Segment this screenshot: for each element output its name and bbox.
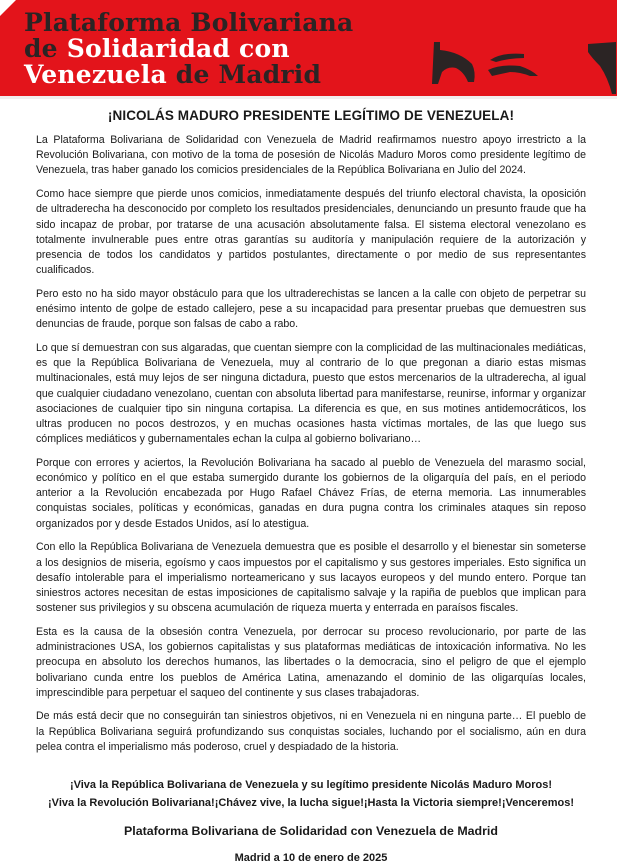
date-line: Madrid a 10 de enero de 2025 bbox=[234, 852, 388, 864]
statement-document bbox=[36, 104, 586, 864]
paragraph: De más está decir que no conseguirán tan siniestros objetivos, ni en Venezuela ni en ninguna parte… El pueblo de la República Bolivariana seguirá profundizando sus conquistas sociales, luchando por el socialismo, aún en dura pelea contra el imperialismo más poderoso, cruel y despiadado de la historia. bbox=[36, 710, 586, 753]
paragraph: Porque con errores y aciertos, la Revolución Bolivariana ha sacado al pueblo de Venezuela del marasmo social, económico y político en el que estaba sumergido durante los gobiernos de la oligarquía del país, en el periodo anterior a la Revolución encabezada por Hugo Rafael Chávez Frías, de eterna memoria. Las innumerables conquistas sociales, políticas y económicas, ganadas en dura pugna contra los criminales ataques sin reposo organizados por y desde Estados Unidos, así lo atestigua. bbox=[36, 456, 586, 530]
slogan-line: ¡Viva la Revolución Bolivariana!¡Chávez vive, la lucha sigue!¡Hasta la Victoria siempre!¡Venceremos! bbox=[48, 796, 574, 809]
slogan-line: ¡Viva la República Bolivariana de Venezuela y su legítimo presidente Nicolás Maduro Moros! bbox=[69, 779, 553, 792]
banner-line-2 bbox=[24, 36, 353, 62]
right-eye-shape bbox=[488, 54, 538, 76]
paragraph: Pero esto no ha sido mayor obstáculo para que los ultraderechistas se lancen a la calle con objeto de perpetrar su enésimo intento de golpe de estado callejero, pese a su incapacidad para presentar pruebas que demuestren sus denuncias de fraude, porque son falsas de cabo a rabo. bbox=[36, 287, 586, 331]
paragraph: Lo que sí demuestran con sus algaradas, que cuentan siempre con la complicidad de las multinacionales mediáticas, es que la República Bolivariana de Venezuela, muy al contrario de lo que pregonan a diario estas mismas multinacionales, está muy lejos de ser ninguna dictadura, puesto que estos mercenarios de la ultraderecha, al igual que cualquier ciudadano venezolano, cuentan con absoluta libertad para manifestarse, reunirse, informar y organizar asociaciones de cualquier tipo sin ninguna cortapisa. La diferencia es que, en sus motines antidemocráticos, los ultras producen no pocos destrozos, y en muchas ocasiones hasta víctimas mortales, de las que luego sus cómplices mediáticos y gubernamentales echan la culpa al gobierno bolivariano… bbox=[36, 341, 587, 446]
paragraph: Con ello la República Bolivariana de Venezuela demuestra que es posible el desarrollo y el bienestar sin someterse a los designios de miseria, egoísmo y caos impuestos por el capitalismo y sus gestores imperiales. Esto significa un desafío intolerable para el imperialismo norteamericano y sus lacayos europeos y del mundo entero. Porque tan siniestros actores necesitan de estas imposiciones de capitalismo salvaje y la rapiña de pueblos que implican para sostener sus privilegios y su obscena acumulación de riqueza muerta y enterrada en paraísos fiscales. bbox=[36, 541, 586, 615]
paragraph: Como hace siempre que pierde unos comicios, inmediatamente después del triunfo electoral chavista, la oposición de ultraderecha ha desconocido por completo los resultados presidenciales, denunciando un presunto fraude que ha sido incapaz de probar, por tratarse de una acusación absolutamente falsa. El sistema electoral venezolano es totalmente invulnerable pues entre otras garantías su auditoría y manipulación requiere de la autorización y presencia de todos los candidatos y partidos postulantes, directamente o por medio de sus representantes cualificados. bbox=[36, 188, 586, 277]
banner-logo-title bbox=[24, 10, 353, 88]
banner-line-3 bbox=[24, 62, 353, 88]
slogans bbox=[36, 777, 586, 812]
statement-heading: ¡NICOLÁS MADURO PRESIDENTE LEGÍTIMO DE VENEZUELA! bbox=[107, 108, 515, 123]
chavez-eyes-icon bbox=[420, 38, 617, 96]
banner-corner-fold bbox=[0, 0, 16, 16]
banner-text: Venezuela bbox=[24, 60, 167, 89]
paragraph: Esta es la causa de la obsesión contra Venezuela, por derrocar su proceso revolucionario, por parte de las administraciones USA, los gobiernos capitalistas y sus plataformas mediáticas de intoxicación informativa. No les preocupa en absoluto los derechos humanos, las libertades o la democracia, sino el peligro de que el ejemplo bolivariano cunda entre los pueblos de América Latina, amenazando el dominio de las oligarquías locales, imprescindible para perpetuar el saqueo del continente y sus clases trabajadoras. bbox=[36, 625, 586, 699]
banner-divider bbox=[0, 96, 617, 99]
banner-line-1 bbox=[24, 10, 353, 36]
face-edge-shape bbox=[588, 42, 616, 94]
signature: Plataforma Bolivariana de Solidaridad con Venezuela de Madrid bbox=[124, 824, 498, 839]
banner-text: de bbox=[24, 34, 58, 63]
header-banner bbox=[0, 0, 617, 96]
banner-text: de Madrid bbox=[175, 60, 322, 89]
paragraph: La Plataforma Bolivariana de Solidaridad con Venezuela de Madrid reafirmamos nuestro apoyo irrestricto a la Revolución Bolivariana, con motivo de la toma de posesión de Nicolás Maduro Moros como presidente legítimo de Venezuela, tras haber ganado los comicios presidenciales de la República Bolivariana en Julio del 2024. bbox=[36, 134, 586, 177]
banner-text: Solidaridad con bbox=[66, 34, 290, 63]
banner-text: Plataforma Bolivariana bbox=[24, 8, 354, 37]
left-eye-shape bbox=[432, 42, 475, 84]
